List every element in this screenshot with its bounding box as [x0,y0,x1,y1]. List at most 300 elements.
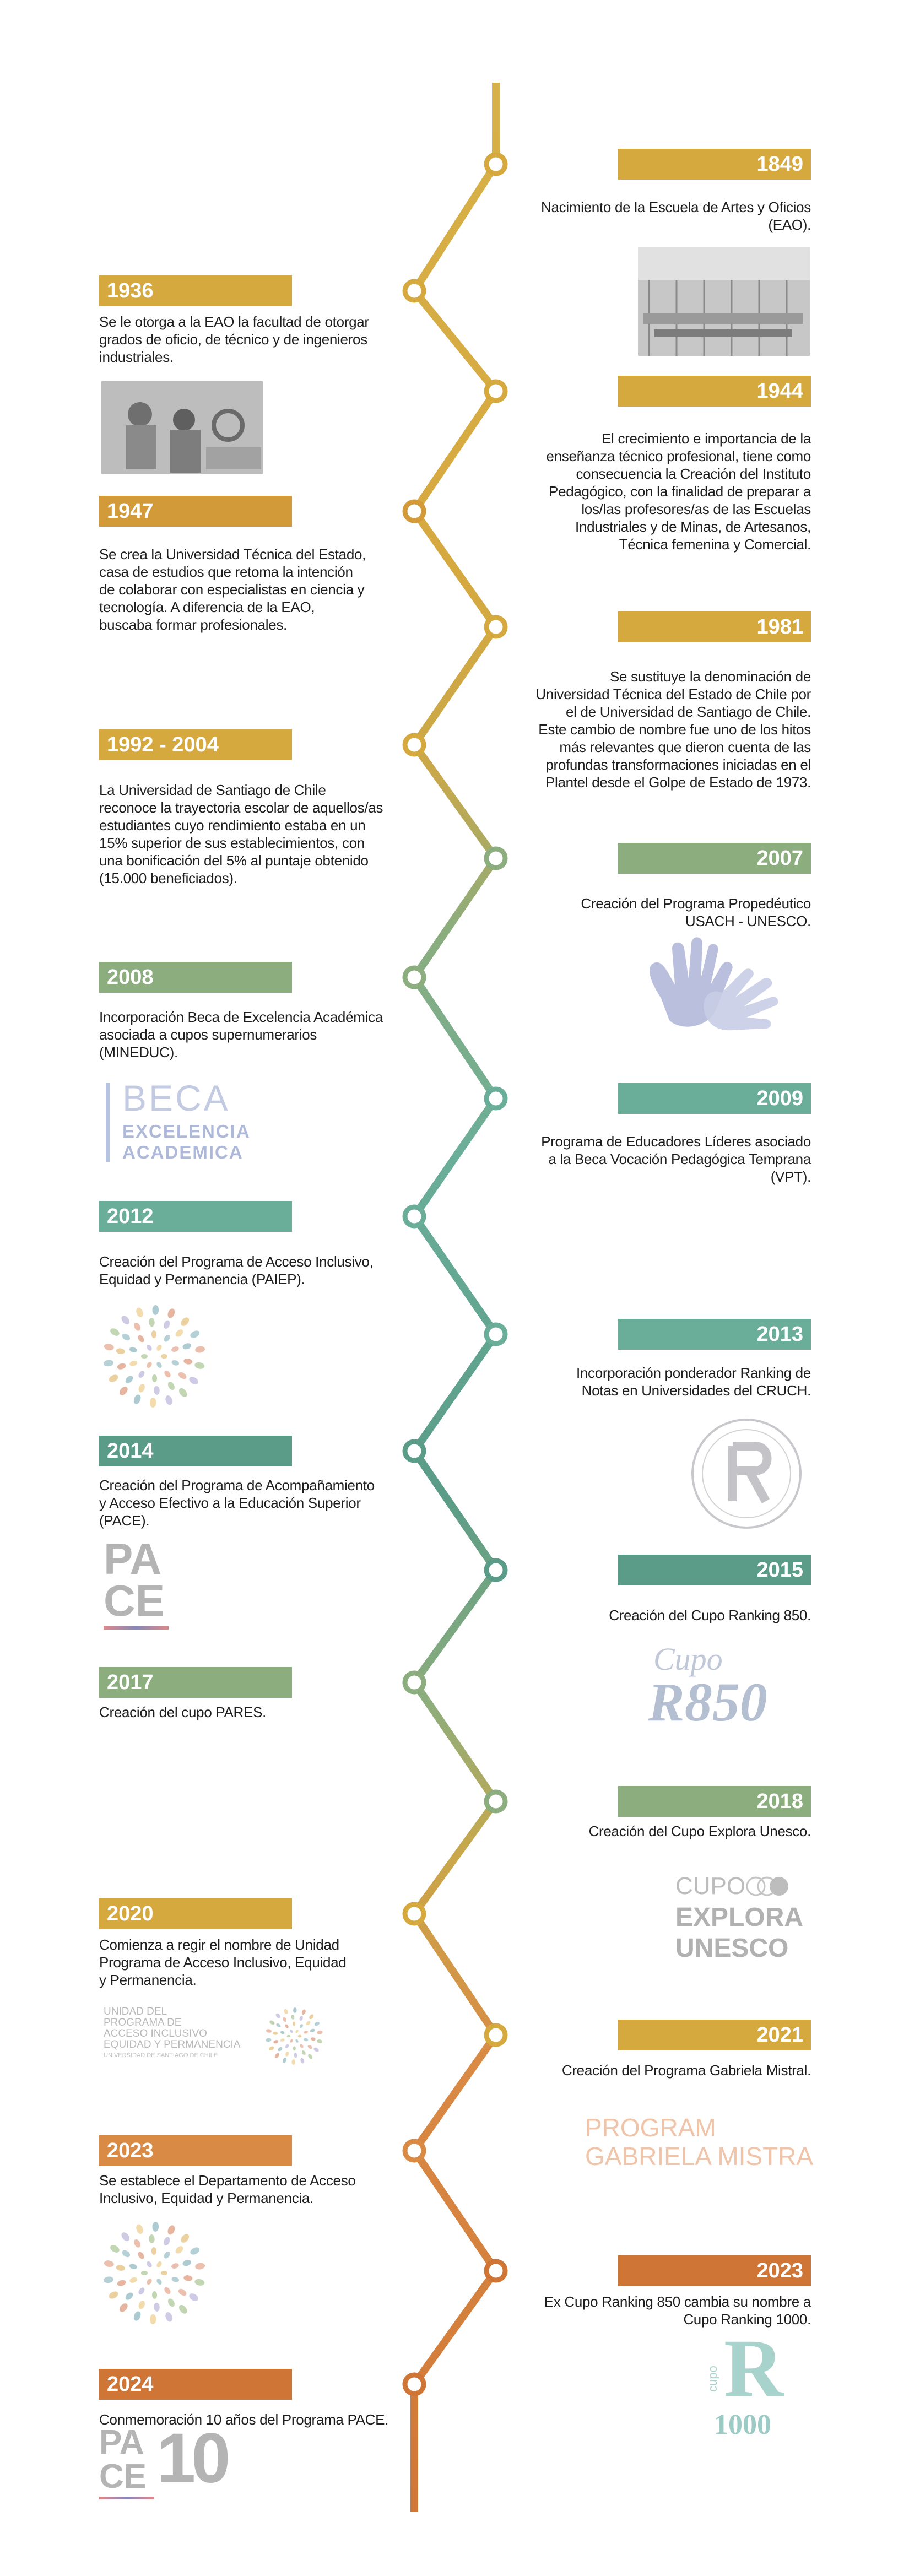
flower-petal [129,1360,138,1367]
description-line: Nacimiento de la Escuela de Artes y Oficios [541,199,811,215]
timeline-node [405,968,424,987]
flower-petal [141,2271,148,2275]
flower-petal [146,1361,153,1368]
paiep-line5: UNIVERSIDAD DE SANTIAGO DE CHILE [104,2052,218,2059]
pace10-line3: 10 [156,2419,226,2498]
flower-petal [156,2277,163,2285]
flower-petal [116,1347,125,1355]
description-line: buscaba formar profesionales. [99,616,288,633]
description-line: asociada a cupos supernumerarios [99,1026,317,1043]
pace-line1: PA [104,1534,162,1583]
flower-petal [194,1361,205,1370]
flower-petal [268,2045,275,2052]
flower-petal [305,2020,311,2026]
event-description [507,2061,811,2079]
description-line: reconoce la trayectoria escolar de aquellos/as [99,799,383,816]
year-bar-2024: 2024 [99,2369,292,2400]
flower-petal [124,1374,134,1384]
flower-petal [179,1316,191,1328]
year-bar-2014: 2014 [99,1436,292,1466]
flower-petal [304,2038,309,2042]
photo-workshop-icon [638,247,810,356]
description-line: Se le otorga a la EAO la facultad de otorgar [99,313,369,330]
description-line: profundas transformaciones iniciadas en el [545,756,811,773]
event-description [99,1008,408,1061]
paiep-line1: UNIDAD DEL [104,2006,167,2017]
explora-line1: CUPO [675,1873,746,1899]
flower-petal [118,1385,129,1397]
logo-pace-10 [99,2419,231,2513]
event-description [507,1606,811,1624]
logo-beca-excelencia [106,1080,271,1168]
flower-petal [152,1374,157,1382]
event-description [507,1364,811,1399]
flower-petal [129,1346,138,1354]
description-line: Universidad Técnica del Estado de Chile por [535,686,811,702]
pace10-underline [99,2497,154,2499]
flower-petal [266,2028,272,2033]
flower-petal [291,2015,294,2020]
paiep-line2: PROGRAMA DE [104,2017,182,2028]
logo-cupo-r850 [648,1643,813,1736]
flower-petal [273,2031,278,2035]
description-line: Programa de Acceso Inclusivo, Equidad [99,1954,347,1971]
event-description [507,668,811,791]
flower-petal [120,2231,131,2243]
year-bar-2023: 2023 [618,2255,811,2286]
description-line: y Permanencia. [99,1972,197,1988]
timeline-node [486,1792,505,1811]
flower-petal [137,1383,146,1393]
flower-petal [152,1305,159,1315]
flower-petal [154,2302,160,2312]
description-line: Creación del Programa de Acompañamiento [99,1477,375,1493]
flower-petal [298,2035,302,2037]
beca-title: BECA [122,1078,230,1118]
description-line: Creación del Programa Propedéutico [581,895,811,912]
description-line: Industriales y de Minas, de Artesanos, [575,518,811,535]
flower-petal [266,2038,272,2042]
flower-icon [99,1301,209,1411]
flower-petal [285,2051,290,2057]
description-line: enseñanza técnico profesional, tiene como [546,448,811,464]
flower-petal [121,2249,131,2259]
flower-petal [177,2287,188,2297]
logo-propedeutico-hands [639,932,783,1037]
year-bar-1992-2004: 1992 - 2004 [99,729,292,760]
flower-petal [141,1354,148,1359]
flower-petal [156,1344,163,1351]
pace-line2: CE [104,1576,165,1625]
flower-petal [188,2292,199,2302]
flower-petal [308,2014,315,2020]
event-description [99,1476,408,1529]
photo-lab-icon [101,381,263,474]
description-line: los/las profesores/as de las Escuelas [581,501,811,517]
flower-petal [174,1328,185,1338]
flower-petal [177,1387,188,1398]
timeline-zigzag [414,83,496,2512]
timeline-node [486,382,505,401]
timeline-node [405,282,424,300]
flower-petal [300,2058,305,2064]
flower-petal [109,2243,121,2254]
flower-petal [133,2238,142,2249]
year-bar-1981: 1981 [618,611,811,642]
flower-petal [291,2059,295,2065]
hands-icon [639,932,783,1037]
event-description [99,545,408,634]
description-line: Pedagógico, con la finalidad de preparar a [549,483,811,500]
year-bar-2020: 2020 [99,1898,292,1929]
logo-paiep-flower [99,1301,209,1411]
flower-petal [280,2031,285,2034]
event-description [507,198,811,234]
flower-petal [152,1330,156,1338]
flower-petal [109,1327,121,1337]
description-line: Programa de Educadores Líderes asociado [541,1133,811,1150]
timeline-node [486,1325,505,1344]
flower-petal [182,2259,192,2267]
flower-petal [174,2245,185,2255]
flower-petal [289,2029,293,2033]
photo-students-lab [101,381,263,474]
flower-petal [293,2022,295,2026]
flower-petal [135,2223,144,2235]
logo-paiep-unit [104,2005,335,2071]
event-description [99,1936,408,1989]
description-line: (PACE). [99,1512,150,1529]
flower-petal [103,2276,114,2283]
flower-petal [282,2057,288,2064]
description-line: Técnica femenina y Comercial. [619,536,811,553]
flower-petal [161,2271,167,2275]
event-description [99,781,408,887]
flower-petal [118,2302,129,2313]
year-bar-2012: 2012 [99,1201,292,1232]
description-line: (EAO). [768,217,811,233]
flower-petal [317,2030,323,2034]
flower-petal [152,2291,157,2299]
timeline-path [414,83,496,2512]
flower-petal [163,1319,171,1330]
year-bar-1849: 1849 [618,149,811,180]
flower-petal [149,1318,155,1327]
description-line: Se crea la Universidad Técnica del Estado, [99,546,366,562]
flower-petal [163,2250,171,2260]
flower-petal [188,1375,199,1386]
description-line: Se sustituye la denominación de [609,668,811,685]
flower-petal [295,2039,299,2043]
timeline-node [486,2026,505,2044]
timeline-node [405,735,424,754]
year-bar-1944: 1944 [618,376,811,407]
description-line: Plantel desde el Golpe de Estado de 1973. [545,774,811,791]
event-description [507,430,811,553]
flower-petal [107,1373,119,1384]
flower-petal [179,2233,191,2244]
flower-petal [164,1394,174,1406]
description-line: casa de estudios que retoma la intención [99,564,353,580]
description-line: Conmemoración 10 años del Programa PACE. [99,2411,389,2428]
gabriela-line1: PROGRAM [585,2113,716,2142]
flower-petal [287,2035,291,2037]
flower-petal [166,1307,176,1319]
flower-petal [289,2039,293,2043]
flower-petal [275,2022,282,2028]
flower-petal [177,2303,188,2315]
flower-petal [121,1332,131,1342]
event-description [99,1703,408,1721]
pace-underline [104,1626,169,1630]
flower-petal [299,2023,304,2028]
year-bar-2015: 2015 [618,1555,811,1585]
cupo850-line1: Cupo [653,1641,723,1677]
event-description [507,1133,811,1186]
description-line: Cupo Ranking 1000. [683,2311,811,2328]
flower-petal [194,2278,205,2286]
flower-petal [294,2053,297,2058]
flower-petal [149,2234,155,2244]
flower-petal [189,1329,201,1340]
flower-petal [120,1314,131,1326]
seal-icon [689,1416,804,1531]
event-description [507,1822,811,1840]
cupo1000-line2: R [724,2323,784,2414]
flower-petal [129,2276,138,2283]
explora-circles-icon [745,1873,800,1899]
description-line: de colaborar con especialistas en ciencia y [99,581,365,598]
timeline-node [405,2141,424,2160]
flower-petal [293,2046,296,2050]
logo-pace [104,1534,192,1636]
year-bar-2023: 2023 [99,2135,292,2166]
departamento-flower-icon [99,2218,209,2328]
paiep-line3: ACCESO INCLUSIVO [104,2028,207,2039]
description-line: grados de oficio, de técnico y de ingenieros [99,331,367,348]
flower-petal [313,2047,320,2053]
flower-petal [163,1334,171,1343]
flower-petal [313,2021,320,2027]
year-bar-2007: 2007 [618,843,811,874]
explora-line3: UNESCO [675,1934,789,1963]
description-line: Creación del Programa de Acceso Inclusivo, [99,1253,374,1270]
description-line: USACH - UNESCO. [685,913,811,929]
explora-line2: EXPLORA [675,1903,804,1932]
flower-petal [310,2037,316,2041]
flower-petal [274,2052,280,2059]
beca-line3: ACADEMICA [122,1142,244,1162]
description-line: Este cambio de nombre fue uno de los hitos [538,721,811,738]
flower-petal [156,2260,163,2268]
flower-petal [277,2046,283,2052]
description-line: Creación del cupo PARES. [99,1704,267,1720]
flower-petal [299,2015,304,2021]
flower-petal [163,1370,172,1379]
flower-petal [152,2247,156,2255]
flower-petal [284,2023,289,2028]
flower-petal [146,1344,153,1351]
flower-petal [183,1358,193,1365]
flower-petal [135,1307,144,1318]
flower-petal [171,2262,180,2269]
flower-petal [194,1346,205,1354]
paiep-line4: EQUIDAD Y PERMANENCIA [104,2039,241,2050]
description-line: La Universidad de Santiago de Chile [99,782,326,798]
description-line: Ex Cupo Ranking 850 cambia su nombre a [544,2293,811,2310]
timeline-node [486,155,505,174]
flower-petal [194,2263,205,2270]
flower-petal [163,2286,172,2296]
logo-cupo-explora [675,1873,819,1967]
year-bar-2013: 2013 [618,1319,811,1350]
timeline-node [405,1442,424,1460]
flower-petal [146,2260,153,2268]
flower-petal [299,2043,304,2048]
description-line: y Acceso Efectivo a la Educación Superior [99,1495,361,1511]
cupo1000-line3: 1000 [714,2409,771,2440]
flower-petal [301,2050,307,2056]
logo-gabriela-mistral [584,2113,815,2174]
flower-petal [150,2314,156,2324]
description-line: Creación del Cupo Explora Unesco. [588,1823,811,1839]
event-description [99,313,408,366]
flower-petal [285,2044,290,2049]
flower-petal [307,2044,313,2050]
flower-petal [137,1334,145,1344]
flower-petal [104,2260,115,2268]
description-line: Notas en Universidades del CRUCH. [581,1382,811,1399]
pace10-line2: CE [99,2458,147,2496]
description-line: industriales. [99,349,174,365]
flower-petal [161,1354,167,1359]
flower-petal [301,2009,306,2015]
pace10-line1: PA [99,2423,144,2461]
year-bar-2018: 2018 [618,1786,811,1817]
flower-petal [137,2299,146,2310]
flower-petal [137,2251,145,2260]
gabriela-line2: GABRIELA MISTRA [585,2142,814,2171]
description-line: a la Beca Vocación Pedagógica Temprana [548,1151,811,1167]
logo-departamento-flower [99,2218,209,2328]
timeline-node [486,849,505,868]
flower-petal [293,2007,297,2013]
flower-petal [117,2279,127,2287]
year-bar-2017: 2017 [99,1667,292,1698]
event-description [507,895,811,930]
flower-petal [166,2297,176,2308]
flower-petal [273,2039,279,2044]
flower-petal [307,2053,313,2060]
description-line: Comienza a regir el nombre de Unidad [99,1936,339,1953]
description-line: Creación del Programa Gabriela Mistral. [561,2062,811,2079]
logo-cruch-seal [689,1416,804,1531]
flower-petal [171,2276,180,2283]
flower-petal [189,2246,201,2256]
cupo1000-line1: cupo [705,2366,719,2392]
description-line: El crecimiento e importancia de la [602,430,811,447]
flower-petal [104,1343,115,1351]
description-line: (MINEDUC). [99,1044,178,1060]
flower-petal [171,1359,180,1366]
flower-petal [275,2012,281,2019]
year-bar-1936: 1936 [99,275,292,306]
flower-petal [116,2264,125,2271]
flower-petal [107,2290,119,2301]
event-description [99,2172,408,2207]
flower-petal [280,2038,285,2042]
event-description [99,1253,408,1288]
description-line: Inclusivo, Equidad y Permanencia. [99,2190,313,2206]
year-bar-2021: 2021 [618,2020,811,2050]
flower-petal [103,1359,114,1367]
flower-petal [166,2224,176,2236]
timeline-node [486,2261,505,2280]
flower-petal [132,1394,142,1405]
flower-petal [166,1381,176,1391]
flower-petal [156,1361,163,1368]
timeline-node [405,2375,424,2394]
description-line: 15% superior de sus establecimientos, con [99,835,365,851]
flower-petal [171,1345,180,1352]
flower-petal [129,2263,138,2270]
description-line: (VPT). [770,1168,811,1185]
flower-petal [137,1370,146,1379]
flower-petal [124,2291,134,2301]
cupo850-line2: R850 [648,1671,767,1733]
description-line: el de Universidad de Santiago de Chile. [565,703,811,720]
description-line: una bonificación del 5% al puntaje obtenido [99,852,369,869]
flower-petal [146,2277,153,2285]
flower-petal [150,1398,156,1408]
flower-petal [152,2222,159,2232]
timeline-node [486,1089,505,1108]
timeline-node [405,502,424,521]
paiep-flower-icon [263,2005,325,2067]
year-bar-2008: 2008 [99,962,292,993]
flower-petal [304,2030,309,2034]
timeline-node [405,1673,424,1692]
description-line: Incorporación ponderador Ranking de [576,1365,811,1381]
flower-petal [316,2039,322,2043]
timeline-node [486,618,505,636]
timeline-node [405,1207,424,1226]
year-bar-2009: 2009 [618,1083,811,1114]
description-line: estudiantes cuyo rendimiento estaba en un [99,817,366,834]
flower-petal [137,2286,146,2296]
description-line: tecnología. A diferencia de la EAO, [99,599,315,615]
description-line: consecuencia la Creación del Instituto [576,466,811,482]
description-line: Equidad y Permanencia (PAIEP). [99,1271,305,1287]
beca-bar [106,1083,110,1162]
flower-petal [117,1362,127,1371]
flower-petal [282,2017,288,2023]
flower-petal [177,1371,188,1381]
beca-line2: EXCELENCIA [122,1121,251,1141]
flower-petal [163,2236,171,2247]
flower-petal [295,2029,299,2033]
flower-petal [183,2275,193,2282]
flower-petal [310,2028,315,2033]
logo-cupo-r1000 [705,2323,809,2444]
description-line: Se establece el Departamento de Acceso [99,2172,356,2189]
flower-petal [132,2310,142,2322]
flower-petal [283,2009,288,2015]
flower-petal [164,2311,174,2323]
description-line: Creación del Cupo Ranking 850. [609,1607,811,1623]
flower-petal [182,1343,192,1351]
description-line: más relevantes que dieron cuenta de las [559,739,811,755]
